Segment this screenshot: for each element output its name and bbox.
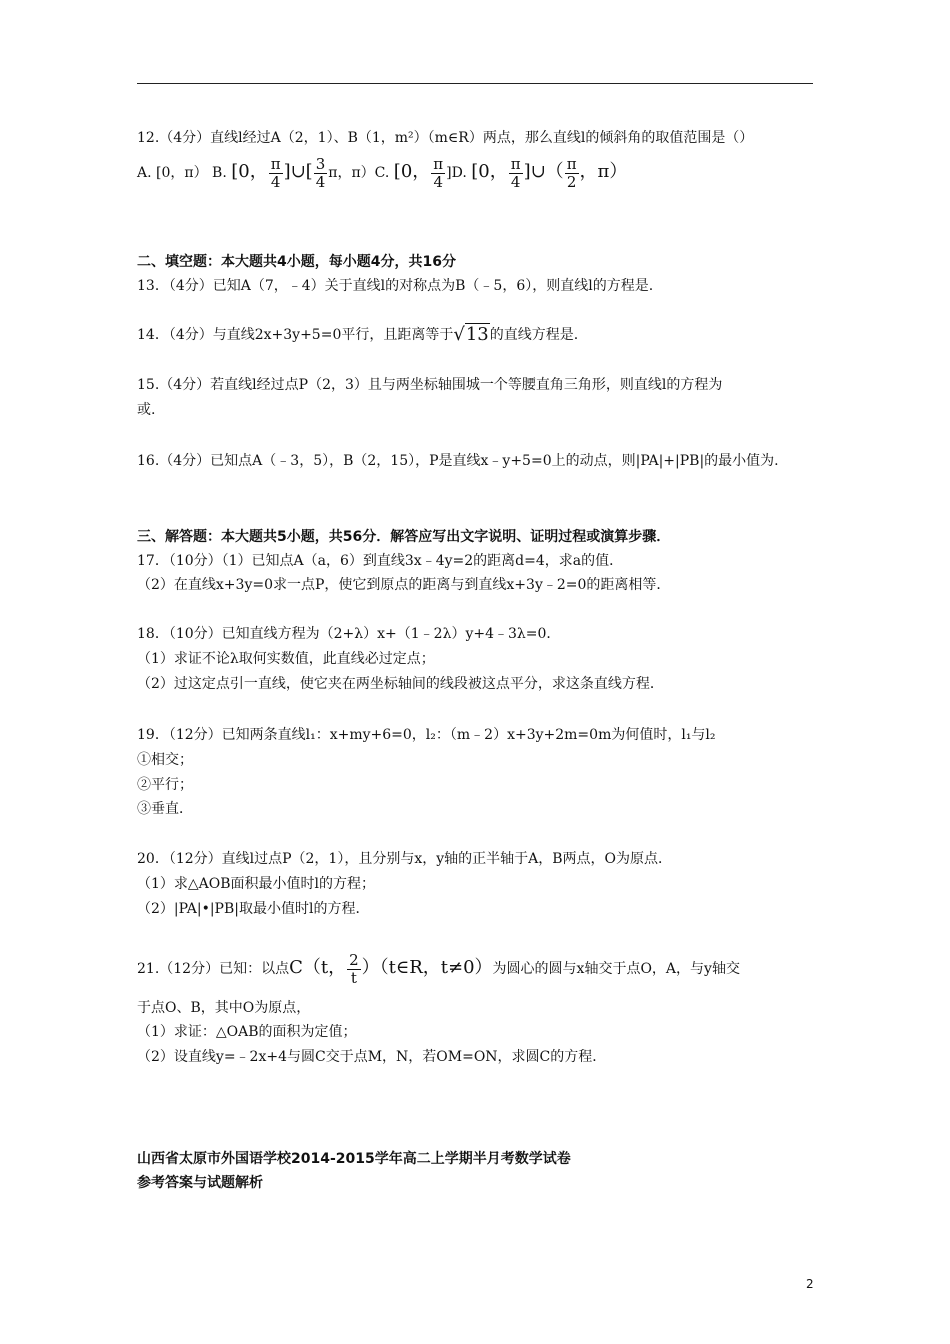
q21-stem — [137, 948, 740, 989]
q12-fraction-3-4: $\frac{3}{4}$ — [315, 154, 326, 191]
q18-stem: 18．（10分）已知直线方程为（2+λ）x+（1﹣2λ）y+4﹣3λ=0． — [137, 626, 561, 642]
q21-point: C（t， — [289, 957, 347, 978]
q21-part1: （1）求证：△OAB的面积为定值； — [137, 1024, 357, 1040]
q12-option-b-open: [0， — [231, 161, 268, 182]
header-rule — [137, 83, 813, 84]
q21-condition: ）（t∈R，t≠0） — [361, 957, 493, 978]
q20-part2: （2）|PA|•|PB|取最小值时l的方程． — [137, 901, 370, 917]
doc-title: 山西省太原市外国语学校2014-2015学年高二上学期半月考数学试卷 — [137, 1151, 571, 1167]
doc-subtitle: 参考答案与试题解析 — [137, 1175, 263, 1191]
q12-option-d-open: [0， — [471, 161, 508, 182]
q12-option-b-tail: π，π）C. — [328, 165, 390, 181]
q18-part2: （2）过这定点引一直线，使它夹在两坐标轴间的线段被这点平分，求这条直线方程． — [137, 676, 664, 692]
q19-item3: ③垂直． — [137, 801, 193, 817]
q14-sqrt: √13 — [453, 324, 489, 345]
q12-fraction-pi-4-d: $\frac{\pi}{4}$ — [510, 154, 521, 191]
q12-stem: 12.（4分）直线l经过A（2，1）、B（1，m²）（m∈R）两点，那么直线l的倾斜角的取值范围是（） — [137, 130, 754, 146]
q12-fraction-pi-4-c: $\frac{\pi}{4}$ — [433, 154, 444, 191]
q21-line2: 于点O、B，其中O为原点， — [137, 1000, 311, 1016]
q19-item1: ①相交； — [137, 752, 193, 768]
q20-part1: （1）求△AOB面积最小值时l的方程； — [137, 876, 376, 892]
q12-fraction-pi-2: $\frac{\pi}{2}$ — [566, 154, 577, 191]
q12-option-c-close: ]D. — [446, 165, 467, 181]
q14 — [137, 322, 578, 348]
q21-part2: （2）设直线y=﹣2x+4与圆C交于点M，N，若OM=ON，求圆C的方程． — [137, 1049, 607, 1065]
q12-options — [137, 152, 627, 193]
q21-post: 为圆心的圆与x轴交于点O，A，与y轴交 — [492, 961, 740, 977]
q21-pre: 21.（12分）已知：以点 — [137, 961, 290, 977]
q12-option-b-cup: ]∪[ — [283, 161, 313, 182]
page-number: 2 — [806, 1277, 814, 1291]
q12-option-d-tail: ，π） — [579, 161, 628, 182]
q19-stem: 19．（12分）已知两条直线l₁：x+my+6=0，l₂：（m﹣2）x+3y+2m=0m为何值时，l₁与l₂ — [137, 727, 716, 743]
q12-option-a: A. [0，π） B. — [137, 165, 227, 181]
q12-fraction-pi-4: $\frac{\pi}{4}$ — [270, 154, 281, 191]
q15-line1: 15.（4分）若直线l经过点P（2，3）且与两坐标轴围城一个等腰直角三角形，则直线l的方程为 — [137, 377, 723, 393]
section2-heading: 二、填空题：本大题共4小题，每小题4分，共16分 — [137, 254, 456, 270]
q17-part2: （2）在直线x+3y=0求一点P，使它到原点的距离与到直线x+3y﹣2=0的距离相等． — [137, 577, 671, 593]
q16: 16.（4分）已知点A（﹣3，5），B（2，15），P是直线x﹣y+5=0上的动点，则|PA|+|PB|的最小值为. — [137, 453, 779, 469]
section3-heading: 三、解答题：本大题共5小题，共56分．解答应写出文字说明、证明过程或演算步骤． — [137, 529, 671, 545]
q14-post: 的直线方程是. — [489, 327, 579, 343]
q20-stem: 20．（12分）直线l过点P（2，1），且分别与x，y轴的正半轴于A，B两点，O为原点． — [137, 851, 673, 867]
q15-line2: 或. — [137, 402, 156, 418]
q18-part1: （1）求证不论λ取何实数值，此直线必过定点； — [137, 651, 435, 667]
q21-fraction: $\frac{2}{t}$ — [349, 950, 359, 987]
q13: 13．（4分）已知A（7，﹣4）关于直线l的对称点为B（﹣5，6），则直线l的方程是. — [137, 278, 654, 294]
q17-part1: 17．（10分）（1）已知点A（a，6）到直线3x﹣4y=2的距离d=4，求a的值． — [137, 553, 624, 569]
q19-item2: ②平行； — [137, 777, 193, 793]
q12-option-c-open: [0， — [393, 161, 431, 182]
q14-pre: 14．（4分）与直线2x+3y+5=0平行，且距离等于 — [137, 327, 454, 343]
q12-option-d-cup: ]∪（ — [523, 161, 564, 182]
